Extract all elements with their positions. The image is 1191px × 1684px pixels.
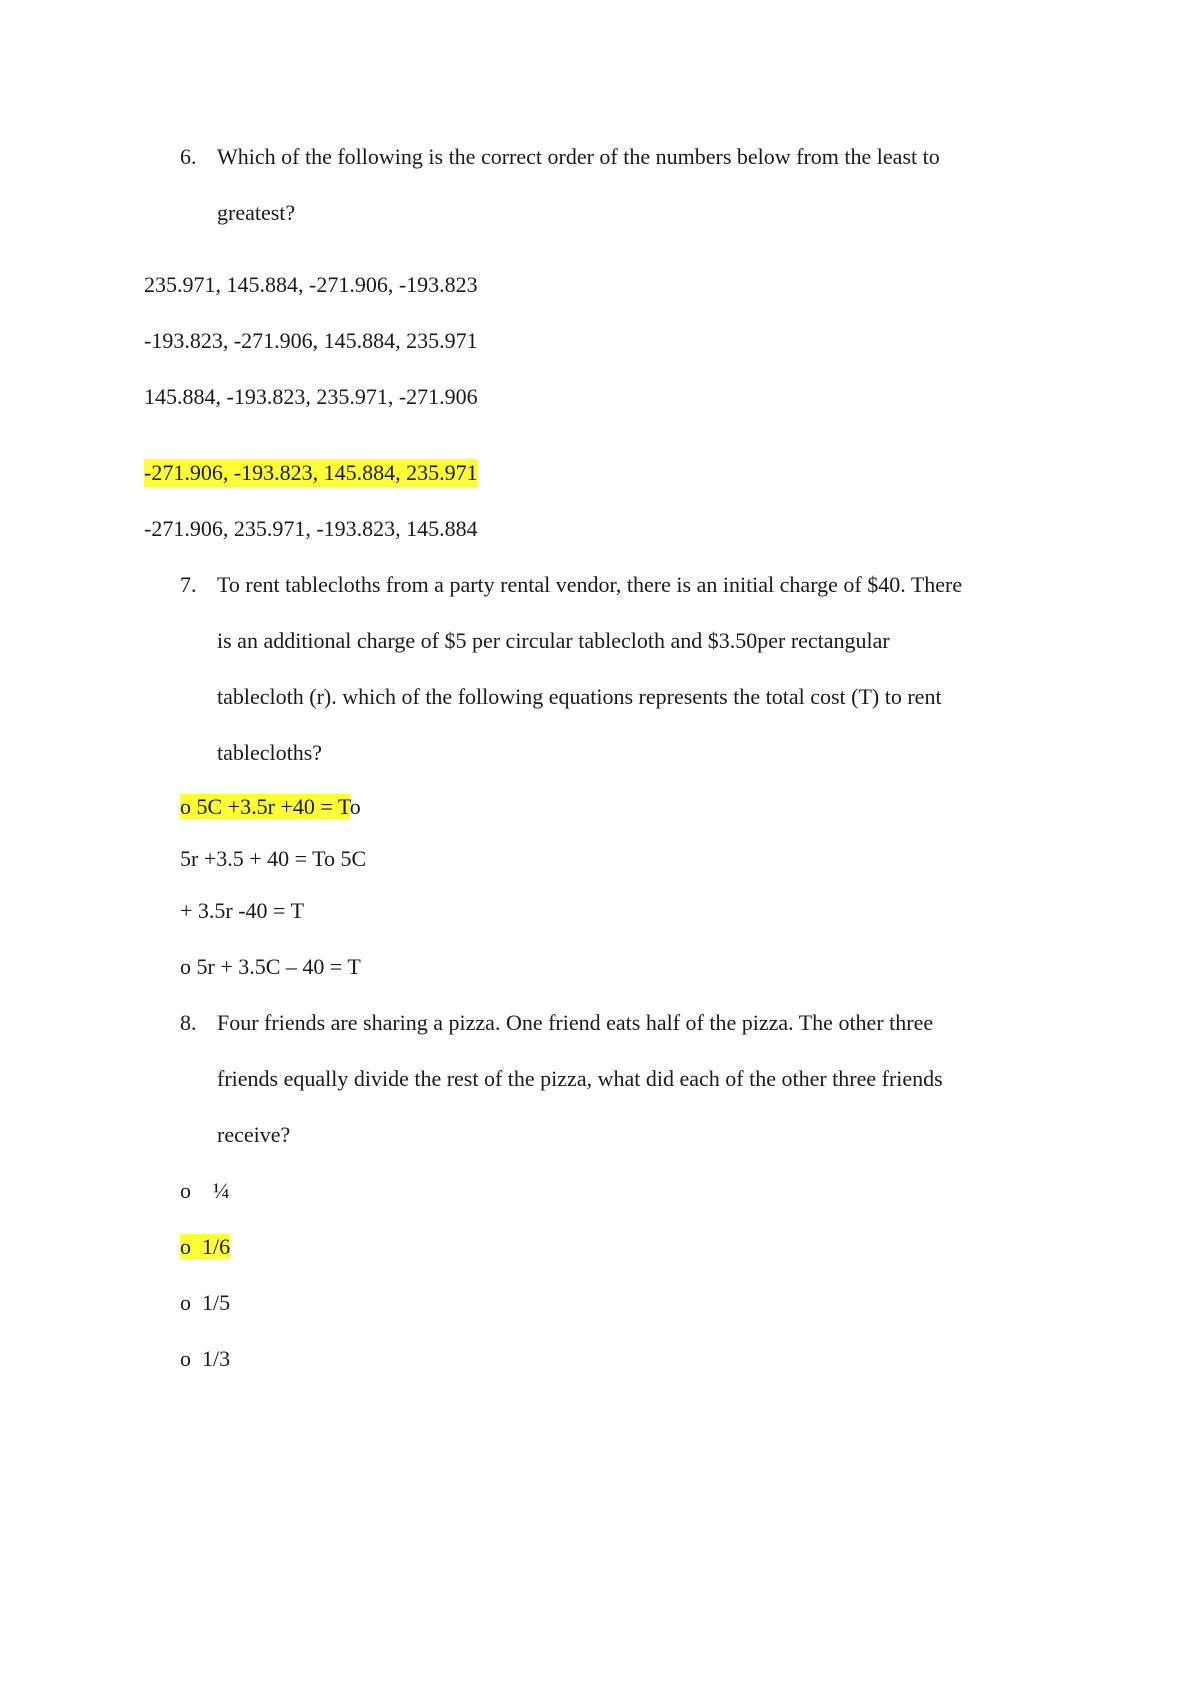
q8-option-1-text: ¼ (213, 1178, 230, 1203)
q6-option-5: -271.906, 235.971, -193.823, 145.884 (144, 516, 478, 541)
q7-option-3: + 3.5r -40 = T (180, 898, 305, 923)
q8-option-1-bullet: o (180, 1178, 191, 1203)
q8-option-2-text: 1/6 (202, 1234, 231, 1259)
q6-text-line1: Which of the following is the correct order of the numbers below from the least to (217, 144, 940, 169)
q8-number: 8. (180, 1010, 197, 1035)
q8-option-2-highlight (180, 1234, 230, 1259)
q7-number: 7. (180, 572, 197, 597)
q6-option-2: -193.823, -271.906, 145.884, 235.971 (144, 328, 478, 353)
q6-option-4-highlighted: -271.906, -193.823, 145.884, 235.971 (144, 460, 478, 485)
q7-text-line3: tablecloth (r). which of the following equations represents the total cost (T) to rent (217, 684, 942, 709)
q7-option-4: o 5r + 3.5C – 40 = T (180, 954, 361, 979)
q8-text-line1: Four friends are sharing a pizza. One friend eats half of the pizza. The other three (217, 1010, 934, 1035)
q8-option-4-bullet: o (180, 1346, 191, 1371)
q7-text-line2: is an additional charge of $5 per circular tablecloth and $3.50per rectangular (217, 628, 890, 653)
q6-option-3: 145.884, -193.823, 235.971, -271.906 (144, 384, 478, 409)
q7-option-1 (180, 793, 361, 821)
q8-option-3-bullet: o (180, 1290, 191, 1315)
q8-option-3-text: 1/5 (202, 1290, 231, 1315)
q7-option-2: 5r +3.5 + 40 = To 5C (180, 846, 367, 871)
q7-option-1-tail: o (349, 794, 361, 819)
q7-text-line4: tablecloths? (217, 740, 323, 765)
q8-option-2 (180, 1233, 230, 1261)
q8-text-line3: receive? (217, 1122, 291, 1147)
q7-text-line1: To rent tablecloths from a party rental vendor, there is an initial charge of $40. There (217, 572, 963, 597)
q6-number: 6. (180, 144, 197, 169)
q8-option-3 (180, 1289, 230, 1317)
q6-text-line2: greatest? (217, 200, 296, 225)
q7-option-1-highlight: o 5C +3.5r +40 = T (180, 794, 350, 819)
q8-text-line2: friends equally divide the rest of the pizza, what did each of the other three friends (217, 1066, 943, 1091)
q8-option-4 (180, 1345, 230, 1373)
q8-option-2-bullet: o (180, 1234, 191, 1259)
q8-option-4-text: 1/3 (202, 1346, 231, 1371)
q6-option-1: 235.971, 145.884, -271.906, -193.823 (144, 272, 478, 297)
q8-option-1 (180, 1177, 230, 1205)
